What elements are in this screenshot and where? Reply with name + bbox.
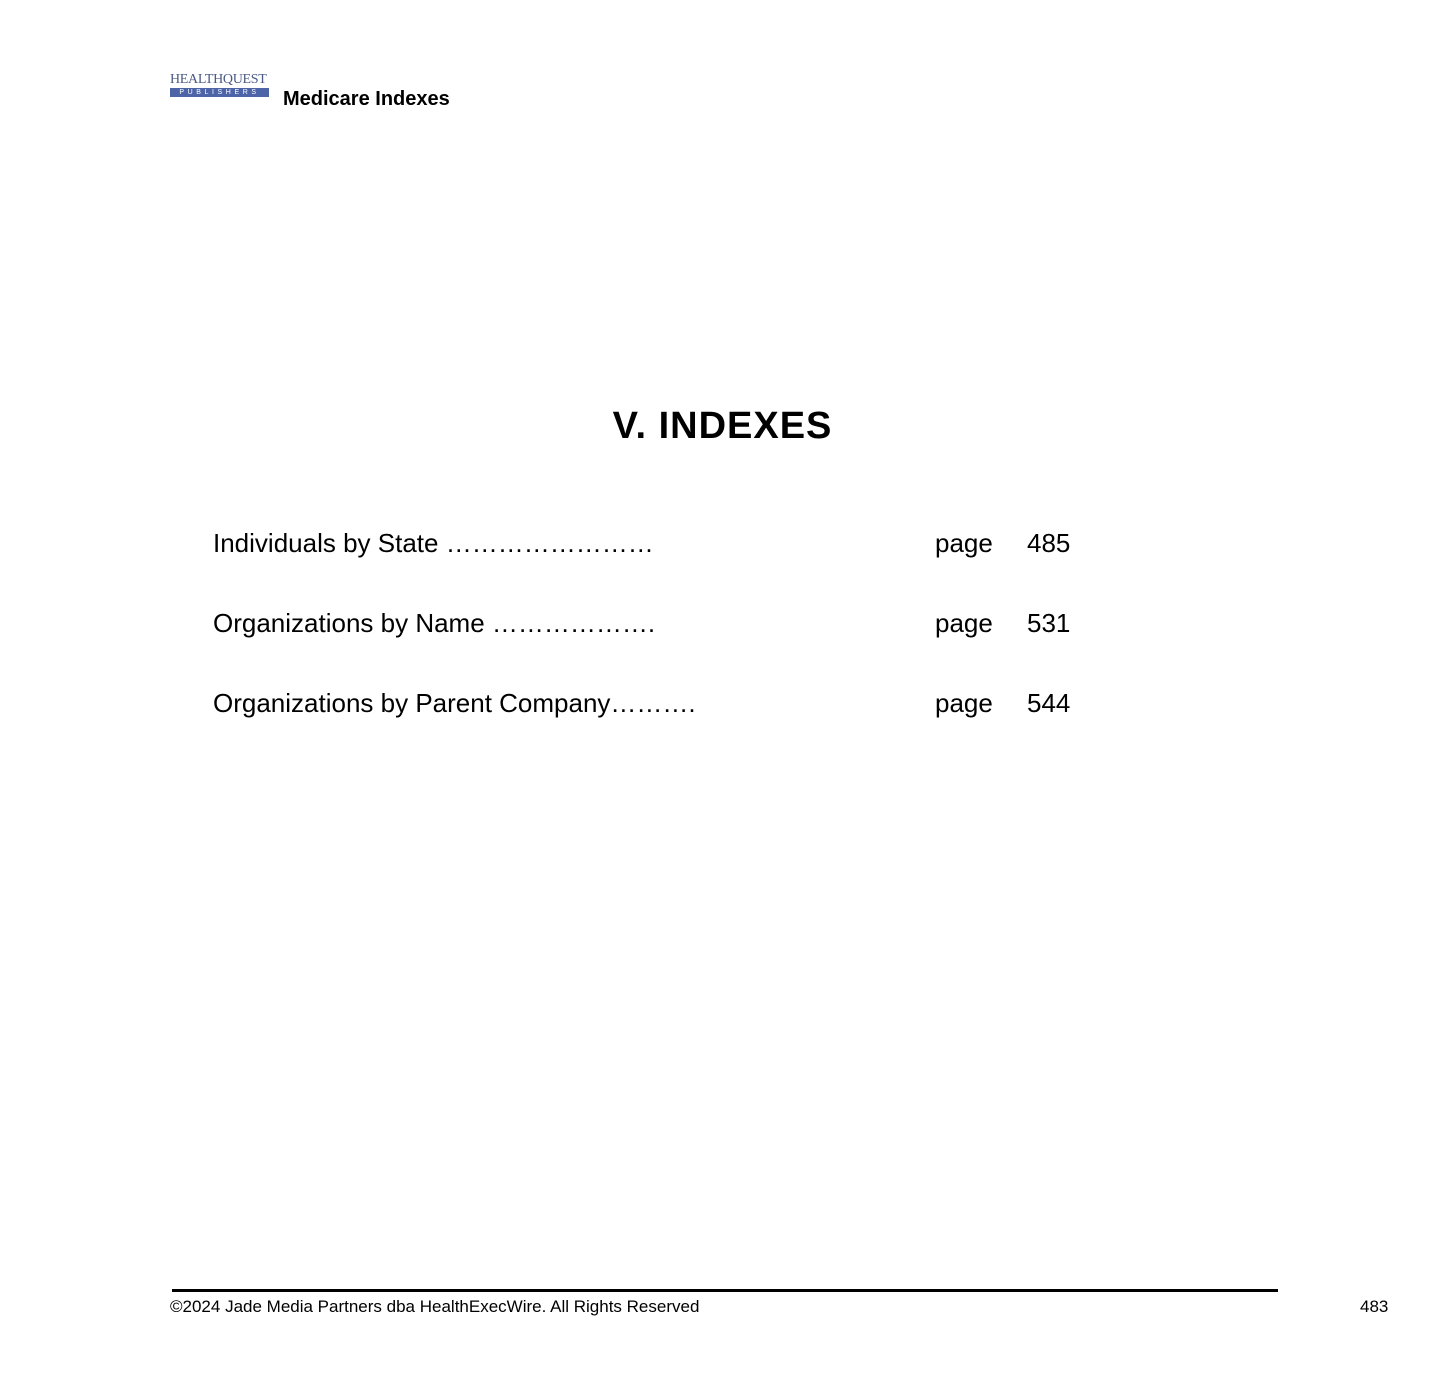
logo-wordmark: HEALTHQUEST (170, 72, 267, 87)
toc-entry-label: Organizations by Name ………………. (213, 608, 656, 638)
running-header-title: Medicare Indexes (283, 88, 450, 110)
toc-page-word: page (935, 608, 993, 638)
toc-page-number: 531 (1027, 608, 1071, 638)
toc-entry-label: Organizations by Parent Company………. (213, 688, 696, 718)
toc-page-number: 485 (1027, 528, 1071, 558)
footer-page-number: 483 (1360, 1297, 1389, 1316)
publisher-logo (170, 72, 270, 98)
toc-page-word: page (935, 528, 993, 558)
toc-page-number: 544 (1027, 688, 1071, 718)
footer-divider (172, 1289, 1278, 1292)
toc-entry-label: Individuals by State …………………… (213, 528, 654, 558)
logo-subtitle-bar: PUBLISHERS (170, 88, 269, 97)
footer-copyright: ©2024 Jade Media Partners dba HealthExecWire. All Rights Reserved (170, 1297, 700, 1316)
section-title: V. INDEXES (612, 405, 833, 447)
toc-page-word: page (935, 688, 993, 718)
